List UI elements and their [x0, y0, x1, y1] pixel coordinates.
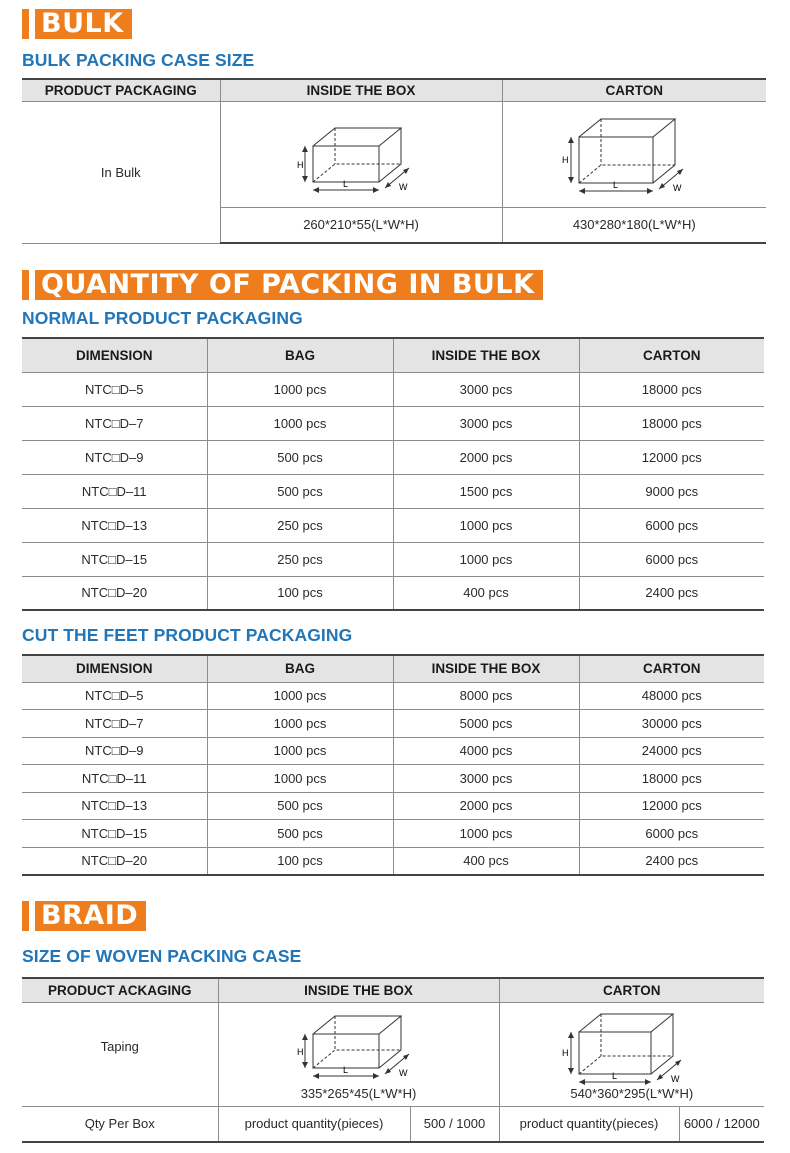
table-row — [22, 508, 764, 542]
carton-cell: 6000 pcs — [579, 508, 764, 542]
bulk-heading — [22, 9, 132, 39]
braid-heading — [22, 901, 146, 931]
cut-feet-packaging-table — [22, 654, 764, 876]
bulk-subtitle: BULK PACKING CASE SIZE — [22, 50, 255, 70]
inside-box-cell: 4000 pcs — [393, 737, 579, 765]
table-header: INSIDE THE BOX — [393, 655, 579, 682]
dimension-cell: NTC□D–20 — [22, 576, 207, 610]
bulk-size-table — [22, 78, 766, 244]
carton-qty-value: 6000 / 12000 — [679, 1106, 764, 1142]
width-label: W — [398, 1067, 407, 1078]
dimension-cell: NTC□D–13 — [22, 508, 207, 542]
height-label: H — [562, 155, 569, 165]
normal-packaging-table — [22, 337, 764, 611]
bag-cell: 500 pcs — [207, 440, 393, 474]
table-header: CARTON — [579, 655, 764, 682]
table-row — [22, 737, 764, 765]
inside-box-cell: 2000 pcs — [393, 792, 579, 820]
carton-cell: 18000 pcs — [579, 765, 764, 793]
table-row — [22, 406, 764, 440]
width-label: W — [670, 1073, 680, 1084]
carton-cell: 2400 pcs — [579, 847, 764, 875]
carton-diagram — [502, 101, 766, 207]
carton-dimension-icon — [557, 1008, 707, 1088]
table-header: CARTON — [499, 978, 764, 1002]
heading-bar — [22, 9, 29, 39]
table-header: INSIDE THE BOX — [218, 978, 499, 1002]
braid-subtitle: SIZE OF WOVEN PACKING CASE — [22, 946, 302, 966]
height-label: H — [297, 160, 304, 170]
table-row — [22, 682, 764, 710]
inside-box-cell: 400 pcs — [393, 576, 579, 610]
bag-cell: 1000 pcs — [207, 737, 393, 765]
dimension-cell: NTC□D–9 — [22, 440, 207, 474]
width-label: W — [399, 182, 408, 192]
table-header: BAG — [207, 655, 393, 682]
dimension-cell: NTC□D–7 — [22, 406, 207, 440]
bag-cell: 250 pcs — [207, 542, 393, 576]
table-header: CARTON — [579, 338, 764, 372]
bag-cell: 100 pcs — [207, 847, 393, 875]
inside-box-cell: 400 pcs — [393, 847, 579, 875]
normal-subtitle: NORMAL PRODUCT PACKAGING — [22, 308, 303, 328]
carton-cell: 30000 pcs — [579, 710, 764, 738]
carton-cell: 24000 pcs — [579, 737, 764, 765]
carton-cell: 12000 pcs — [579, 440, 764, 474]
row-label: In Bulk — [22, 101, 220, 243]
bag-cell: 1000 pcs — [207, 372, 393, 406]
box-dimension-icon — [291, 112, 431, 196]
bulk-heading-text: BULK — [35, 9, 132, 39]
carton-cell: 2400 pcs — [579, 576, 764, 610]
carton-cell: 12000 pcs — [579, 792, 764, 820]
dimension-cell: NTC□D–9 — [22, 737, 207, 765]
dimension-cell: NTC□D–15 — [22, 542, 207, 576]
inside-qty-value: 500 / 1000 — [410, 1106, 499, 1142]
table-row — [22, 372, 764, 406]
quantity-heading-text: QUANTITY OF PACKING IN BULK — [35, 270, 543, 300]
inside-qty-label: product quantity(pieces) — [218, 1106, 410, 1142]
dimension-cell: NTC□D–20 — [22, 847, 207, 875]
table-row — [22, 765, 764, 793]
carton-qty-label: product quantity(pieces) — [499, 1106, 679, 1142]
bag-cell: 1000 pcs — [207, 406, 393, 440]
bag-cell: 500 pcs — [207, 820, 393, 848]
length-label: L — [611, 1070, 617, 1081]
table-header: DIMENSION — [22, 655, 207, 682]
table-header: INSIDE THE BOX — [393, 338, 579, 372]
bag-cell: 250 pcs — [207, 508, 393, 542]
dimension-cell: NTC□D–11 — [22, 765, 207, 793]
inside-box-cell: 1000 pcs — [393, 542, 579, 576]
bag-cell: 1000 pcs — [207, 682, 393, 710]
dimension-cell: NTC□D–13 — [22, 792, 207, 820]
table-row — [22, 847, 764, 875]
carton-cell: 6000 pcs — [579, 820, 764, 848]
heading-bar — [22, 270, 29, 300]
inside-box-dimensions: 260*210*55(L*W*H) — [220, 207, 502, 243]
carton-cell: 18000 pcs — [579, 372, 764, 406]
inside-box-cell: 1000 pcs — [393, 508, 579, 542]
table-row — [22, 820, 764, 848]
bag-cell: 500 pcs — [207, 792, 393, 820]
carton-cell: 18000 pcs — [579, 406, 764, 440]
table-header: DIMENSION — [22, 338, 207, 372]
height-label: H — [561, 1047, 569, 1058]
table-header: PRODUCT PACKAGING — [22, 79, 220, 101]
width-label: W — [673, 183, 682, 193]
quantity-heading — [22, 270, 543, 300]
inside-box-cell: 8000 pcs — [393, 682, 579, 710]
inside-box-diagram — [220, 101, 502, 207]
inside-box-cell: 1500 pcs — [393, 474, 579, 508]
carton-diagram — [499, 1002, 764, 1106]
table-row — [22, 474, 764, 508]
dimension-cell: NTC□D–15 — [22, 820, 207, 848]
carton-dimensions: 540*360*295(L*W*H) — [570, 1085, 694, 1101]
inside-box-dimensions: 335*265*45(L*W*H) — [300, 1085, 417, 1101]
bag-cell: 500 pcs — [207, 474, 393, 508]
cut-feet-subtitle: CUT THE FEET PRODUCT PACKAGING — [22, 625, 353, 645]
carton-dimension-icon — [559, 107, 709, 201]
inside-box-cell: 3000 pcs — [393, 765, 579, 793]
table-row — [22, 792, 764, 820]
table-header: BAG — [207, 338, 393, 372]
bag-cell: 1000 pcs — [207, 710, 393, 738]
braid-size-table — [22, 977, 764, 1143]
length-label: L — [342, 1064, 348, 1075]
heading-bar — [22, 901, 29, 931]
inside-box-cell: 1000 pcs — [393, 820, 579, 848]
inside-box-cell: 3000 pcs — [393, 406, 579, 440]
length-label: L — [613, 180, 619, 190]
inside-box-diagram — [218, 1002, 499, 1106]
bag-cell: 100 pcs — [207, 576, 393, 610]
dimension-cell: NTC□D–11 — [22, 474, 207, 508]
carton-cell: 48000 pcs — [579, 682, 764, 710]
length-label: L — [343, 179, 349, 189]
table-header: PRODUCT ACKAGING — [22, 978, 218, 1002]
inside-box-cell: 3000 pcs — [393, 372, 579, 406]
inside-box-cell: 2000 pcs — [393, 440, 579, 474]
qty-per-box-label: Qty Per Box — [22, 1106, 218, 1142]
table-row — [22, 710, 764, 738]
carton-cell: 9000 pcs — [579, 474, 764, 508]
carton-dimensions: 430*280*180(L*W*H) — [502, 207, 766, 243]
table-row — [22, 542, 764, 576]
carton-cell: 6000 pcs — [579, 542, 764, 576]
dimension-cell: NTC□D–7 — [22, 710, 207, 738]
row-label: Taping — [22, 1002, 218, 1106]
dimension-cell: NTC□D–5 — [22, 682, 207, 710]
height-label: H — [296, 1046, 303, 1057]
inside-box-cell: 5000 pcs — [393, 710, 579, 738]
bag-cell: 1000 pcs — [207, 765, 393, 793]
table-header: INSIDE THE BOX — [220, 79, 502, 101]
table-row — [22, 440, 764, 474]
table-header: CARTON — [502, 79, 766, 101]
table-row — [22, 576, 764, 610]
braid-heading-text: BRAID — [35, 901, 146, 931]
dimension-cell: NTC□D–5 — [22, 372, 207, 406]
box-dimension-icon — [289, 1008, 429, 1084]
